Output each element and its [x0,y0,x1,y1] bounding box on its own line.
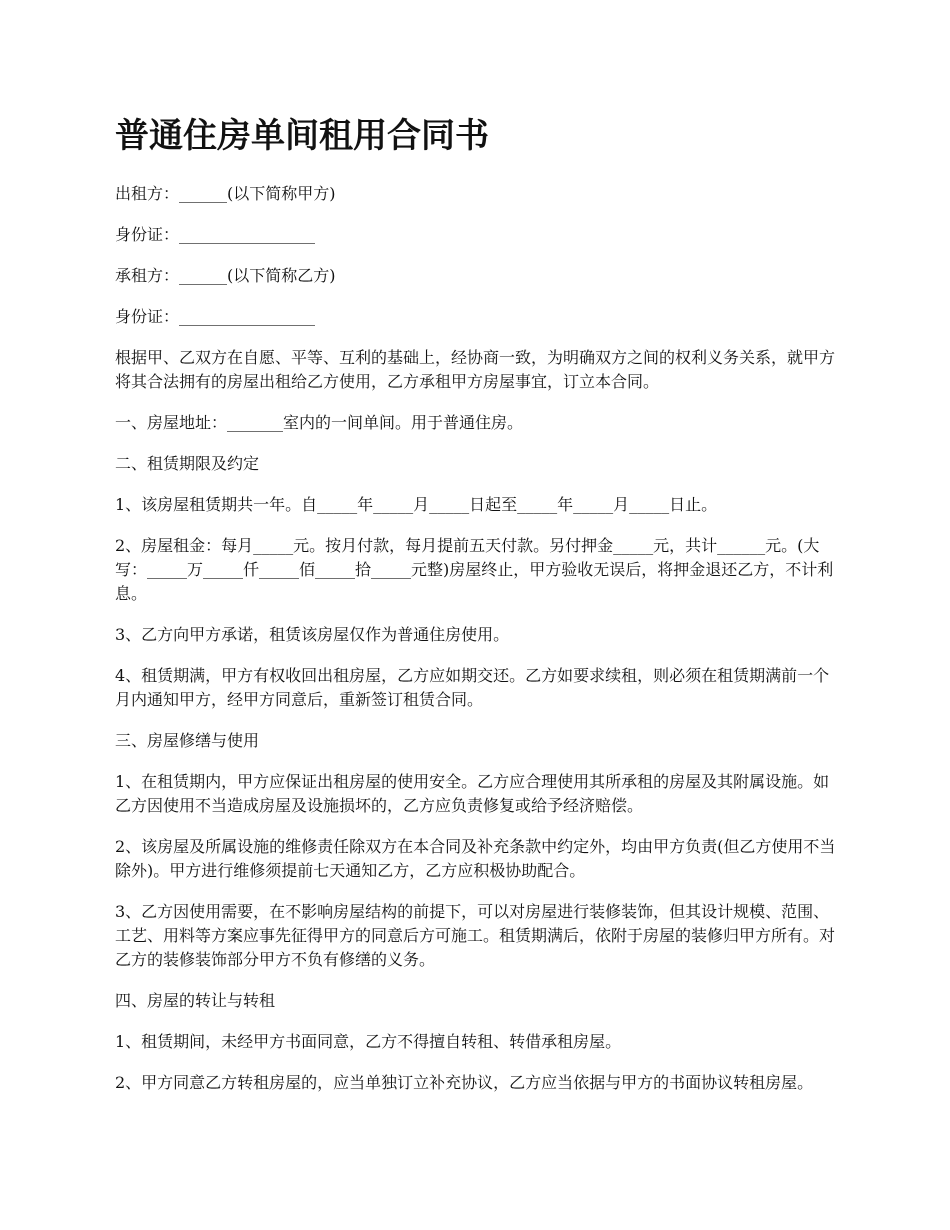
section-3-clause-3: 3、乙方因使用需要，在不影响房屋结构的前提下，可以对房屋进行装修装饰，但其设计规模、范围、工艺、用料等方案应事先征得甲方的同意后方可施工。租赁期满后，依附于房屋的装修归甲方所有。对乙方的装修装饰部分甲方不负有修缮的义务。 [115,902,836,969]
section-2-heading: 二、租赁期限及约定 [115,454,260,473]
section-2-clause-2: 2、房屋租金：每月_____元。按月付款，每月提前五天付款。另付押金_____元，共计______元。(大写：_____万_____仟_____佰_____拾_____元整)房屋终止，甲方验收无误后，将押金退还乙方，不计利息。 [115,536,834,603]
document-page [115,112,840,1112]
lessor-id-line: 身份证：_________________ [115,225,316,244]
section-4-clause-2: 2、甲方同意乙方转租房屋的，应当单独订立补充协议，乙方应当依据与甲方的书面协议转租房屋。 [115,1073,814,1092]
section-4-clause-1: 1、租赁期间，未经甲方书面同意，乙方不得擅自转租、转借承租房屋。 [115,1032,622,1051]
section-3-heading: 三、房屋修缮与使用 [115,731,260,750]
document-title: 普通住房单间租用合同书 [115,116,489,156]
section-2-clause-4: 4、租赁期满，甲方有权收回出租房屋，乙方应如期交还。乙方如要求续租，则必须在租赁期满前一个月内通知甲方，经甲方同意后，重新签订租赁合同。 [115,666,830,709]
lessee-line: 承租方：______(以下简称乙方) [115,266,336,285]
section-2-clause-3: 3、乙方向甲方承诺，租赁该房屋仅作为普通住房使用。 [115,625,510,644]
section-3-clause-1: 1、在租赁期内，甲方应保证出租房屋的使用安全。乙方应合理使用其所承租的房屋及其附属设施。如乙方因使用不当造成房屋及设施损坏的，乙方应负责修复或给予经济赔偿。 [115,772,830,815]
section-2-clause-1: 1、该房屋租赁期共一年。自_____年_____月_____日起至_____年_____月_____日止。 [115,495,718,514]
preamble-paragraph: 根据甲、乙双方在自愿、平等、互利的基础上，经协商一致，为明确双方之间的权利义务关系，就甲方将其合法拥有的房屋出租给乙方使用，乙方承租甲方房屋事宜，订立本合同。 [115,348,836,391]
section-1-address: 一、房屋地址：_______室内的一间单间。用于普通住房。 [115,413,524,432]
lessee-id-line: 身份证：_________________ [115,307,316,326]
section-3-clause-2: 2、该房屋及所属设施的维修责任除双方在本合同及补充条款中约定外，均由甲方负责(但乙方使用不当除外)。甲方进行维修须提前七天通知乙方，乙方应积极协助配合。 [115,837,836,880]
lessor-line: 出租方：______(以下简称甲方) [115,184,336,203]
section-4-heading: 四、房屋的转让与转租 [115,991,276,1010]
